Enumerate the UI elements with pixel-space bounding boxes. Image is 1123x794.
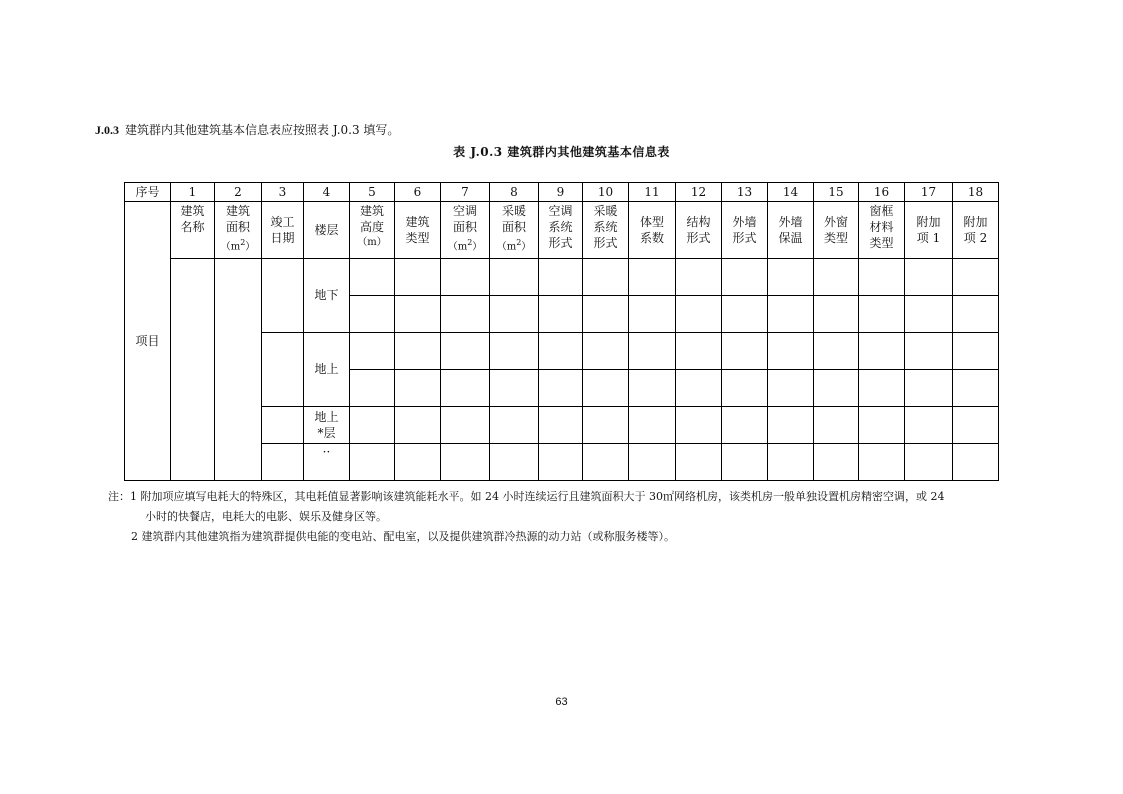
section-text: 建筑群内其他建筑基本信息表应按照表 J.0.3 填写。: [125, 123, 400, 137]
data-cell: [953, 259, 999, 296]
header-building-type: 建筑 类型: [395, 202, 441, 259]
data-cell: [441, 259, 490, 296]
data-cell: [722, 370, 768, 407]
col-number: 17: [905, 183, 953, 202]
data-cell: [768, 407, 814, 444]
header-wall-insulation: 外墙 保温: [768, 202, 814, 259]
data-cell: [539, 407, 583, 444]
header-building-name: 建筑 名称: [171, 202, 215, 259]
col-number: 4: [304, 183, 350, 202]
data-cell: [905, 296, 953, 333]
data-cell: [441, 296, 490, 333]
data-cell: [262, 444, 304, 481]
data-cell: [583, 259, 629, 296]
header-structure-type: 结构 形式: [676, 202, 722, 259]
seq-label: 序号: [125, 183, 171, 202]
data-cell: [905, 259, 953, 296]
header-floor: 楼层: [304, 202, 350, 259]
data-cell: [629, 370, 676, 407]
data-cell: [859, 296, 905, 333]
col-number: 7: [441, 183, 490, 202]
note-line-2: 小时的快餐店，电耗大的电影、娱乐及健身区等。: [145, 510, 387, 523]
data-cell: [722, 333, 768, 370]
data-cell: [350, 333, 395, 370]
table-notes: [108, 487, 1028, 547]
data-cell: [953, 296, 999, 333]
header-shape-coefficient: 体型 系数: [629, 202, 676, 259]
col-number: 10: [583, 183, 629, 202]
data-cell: [768, 370, 814, 407]
data-cell: [583, 444, 629, 481]
table-row: [125, 259, 999, 296]
data-cell: [814, 333, 859, 370]
data-cell: [905, 370, 953, 407]
data-cell: [629, 407, 676, 444]
data-cell: [350, 444, 395, 481]
data-cell: [262, 333, 304, 407]
data-cell: [768, 296, 814, 333]
data-cell: [859, 259, 905, 296]
data-cell: [722, 296, 768, 333]
data-cell: [490, 407, 539, 444]
data-cell: [539, 333, 583, 370]
section-intro: [95, 121, 399, 138]
data-cell: [814, 444, 859, 481]
data-cell: [676, 370, 722, 407]
data-cell: [722, 407, 768, 444]
data-cell: [395, 370, 441, 407]
data-cell: [768, 444, 814, 481]
floor-more: ··: [304, 444, 350, 481]
col-number: 1: [171, 183, 215, 202]
data-cell: [629, 296, 676, 333]
col-number: 13: [722, 183, 768, 202]
data-cell: [441, 370, 490, 407]
data-cell: [676, 296, 722, 333]
data-cell: [350, 370, 395, 407]
number-row: [125, 183, 999, 202]
header-wall-type: 外墙 形式: [722, 202, 768, 259]
data-cell: [350, 296, 395, 333]
data-cell: [676, 259, 722, 296]
data-cell: [905, 333, 953, 370]
data-cell: [676, 333, 722, 370]
data-cell: [768, 259, 814, 296]
data-cell: [215, 259, 262, 481]
data-cell: [441, 407, 490, 444]
col-number: 2: [215, 183, 262, 202]
header-extra-1: 附加 项 1: [905, 202, 953, 259]
data-cell: [722, 444, 768, 481]
data-cell: [539, 259, 583, 296]
data-cell: [814, 370, 859, 407]
data-cell: [722, 259, 768, 296]
data-cell: [583, 370, 629, 407]
col-number: 15: [814, 183, 859, 202]
data-cell: [395, 444, 441, 481]
header-frame-material: 窗框 材料 类型: [859, 202, 905, 259]
data-cell: [953, 370, 999, 407]
data-cell: [953, 407, 999, 444]
floor-aboveground-n: 地上 *层: [304, 407, 350, 444]
data-cell: [905, 444, 953, 481]
col-number: 9: [539, 183, 583, 202]
row-label-item: 项目: [125, 202, 171, 481]
data-cell: [350, 259, 395, 296]
data-cell: [539, 370, 583, 407]
data-cell: [583, 333, 629, 370]
col-number: 18: [953, 183, 999, 202]
data-cell: [583, 296, 629, 333]
data-cell: [395, 296, 441, 333]
data-cell: [629, 444, 676, 481]
data-cell: [350, 407, 395, 444]
data-cell: [629, 259, 676, 296]
note-line-3: 2 建筑群内其他建筑指为建筑群提供电能的变电站、配电室，以及提供建筑群冷热源的动力站（或称服务楼等）。: [131, 530, 675, 543]
header-extra-2: 附加 项 2: [953, 202, 999, 259]
data-cell: [859, 333, 905, 370]
header-completion-date: 竣工 日期: [262, 202, 304, 259]
data-cell: [441, 333, 490, 370]
col-number: 8: [490, 183, 539, 202]
data-cell: [905, 407, 953, 444]
data-cell: [490, 444, 539, 481]
header-ac-system: 空调 系统 形式: [539, 202, 583, 259]
table-title: 表 J.0.3 建筑群内其他建筑基本信息表: [453, 145, 670, 159]
data-cell: [490, 259, 539, 296]
header-ac-area: 空调 面积 $(m^2)$: [441, 202, 490, 259]
col-number: 16: [859, 183, 905, 202]
section-number: J.0.3: [95, 123, 119, 137]
data-cell: [395, 407, 441, 444]
data-cell: [490, 370, 539, 407]
col-number: 12: [676, 183, 722, 202]
data-cell: [395, 333, 441, 370]
col-number: 11: [629, 183, 676, 202]
data-cell: [859, 370, 905, 407]
data-cell: [676, 407, 722, 444]
header-building-height: 建筑 高度 （m）: [350, 202, 395, 259]
data-cell: [441, 444, 490, 481]
header-window-type: 外窗 类型: [814, 202, 859, 259]
data-cell: [490, 296, 539, 333]
data-cell: [859, 407, 905, 444]
data-cell: [953, 333, 999, 370]
data-cell: [395, 259, 441, 296]
floor-aboveground: 地上: [304, 333, 350, 407]
col-number: 14: [768, 183, 814, 202]
data-cell: [859, 444, 905, 481]
data-cell: [953, 444, 999, 481]
header-heating-area: 采暖 面积 $(m^2)$: [490, 202, 539, 259]
data-cell: [583, 407, 629, 444]
data-cell: [629, 333, 676, 370]
data-cell: [539, 296, 583, 333]
data-cell: [171, 259, 215, 481]
data-cell: [814, 407, 859, 444]
data-cell: [262, 259, 304, 333]
header-row: [125, 202, 999, 259]
data-cell: [539, 444, 583, 481]
data-cell: [262, 407, 304, 444]
data-cell: [814, 296, 859, 333]
data-cell: [676, 444, 722, 481]
col-number: 5: [350, 183, 395, 202]
col-number: 3: [262, 183, 304, 202]
data-cell: [490, 333, 539, 370]
col-number: 6: [395, 183, 441, 202]
header-heating-system: 采暖 系统 形式: [583, 202, 629, 259]
header-building-area: 建筑 面积 $(m^2)$: [215, 202, 262, 259]
data-cell: [768, 333, 814, 370]
page-number: 63: [555, 696, 568, 708]
data-cell: [814, 259, 859, 296]
floor-underground: 地下: [304, 259, 350, 333]
note-line-1: 注：1 附加项应填写电耗大的特殊区，其电耗值显著影响该建筑能耗水平。如 24 小时连续运行且建筑面积大于 30㎡网络机房，该类机房一般单独设置机房精密空调，或 24: [108, 490, 945, 503]
building-info-table: [124, 182, 999, 481]
